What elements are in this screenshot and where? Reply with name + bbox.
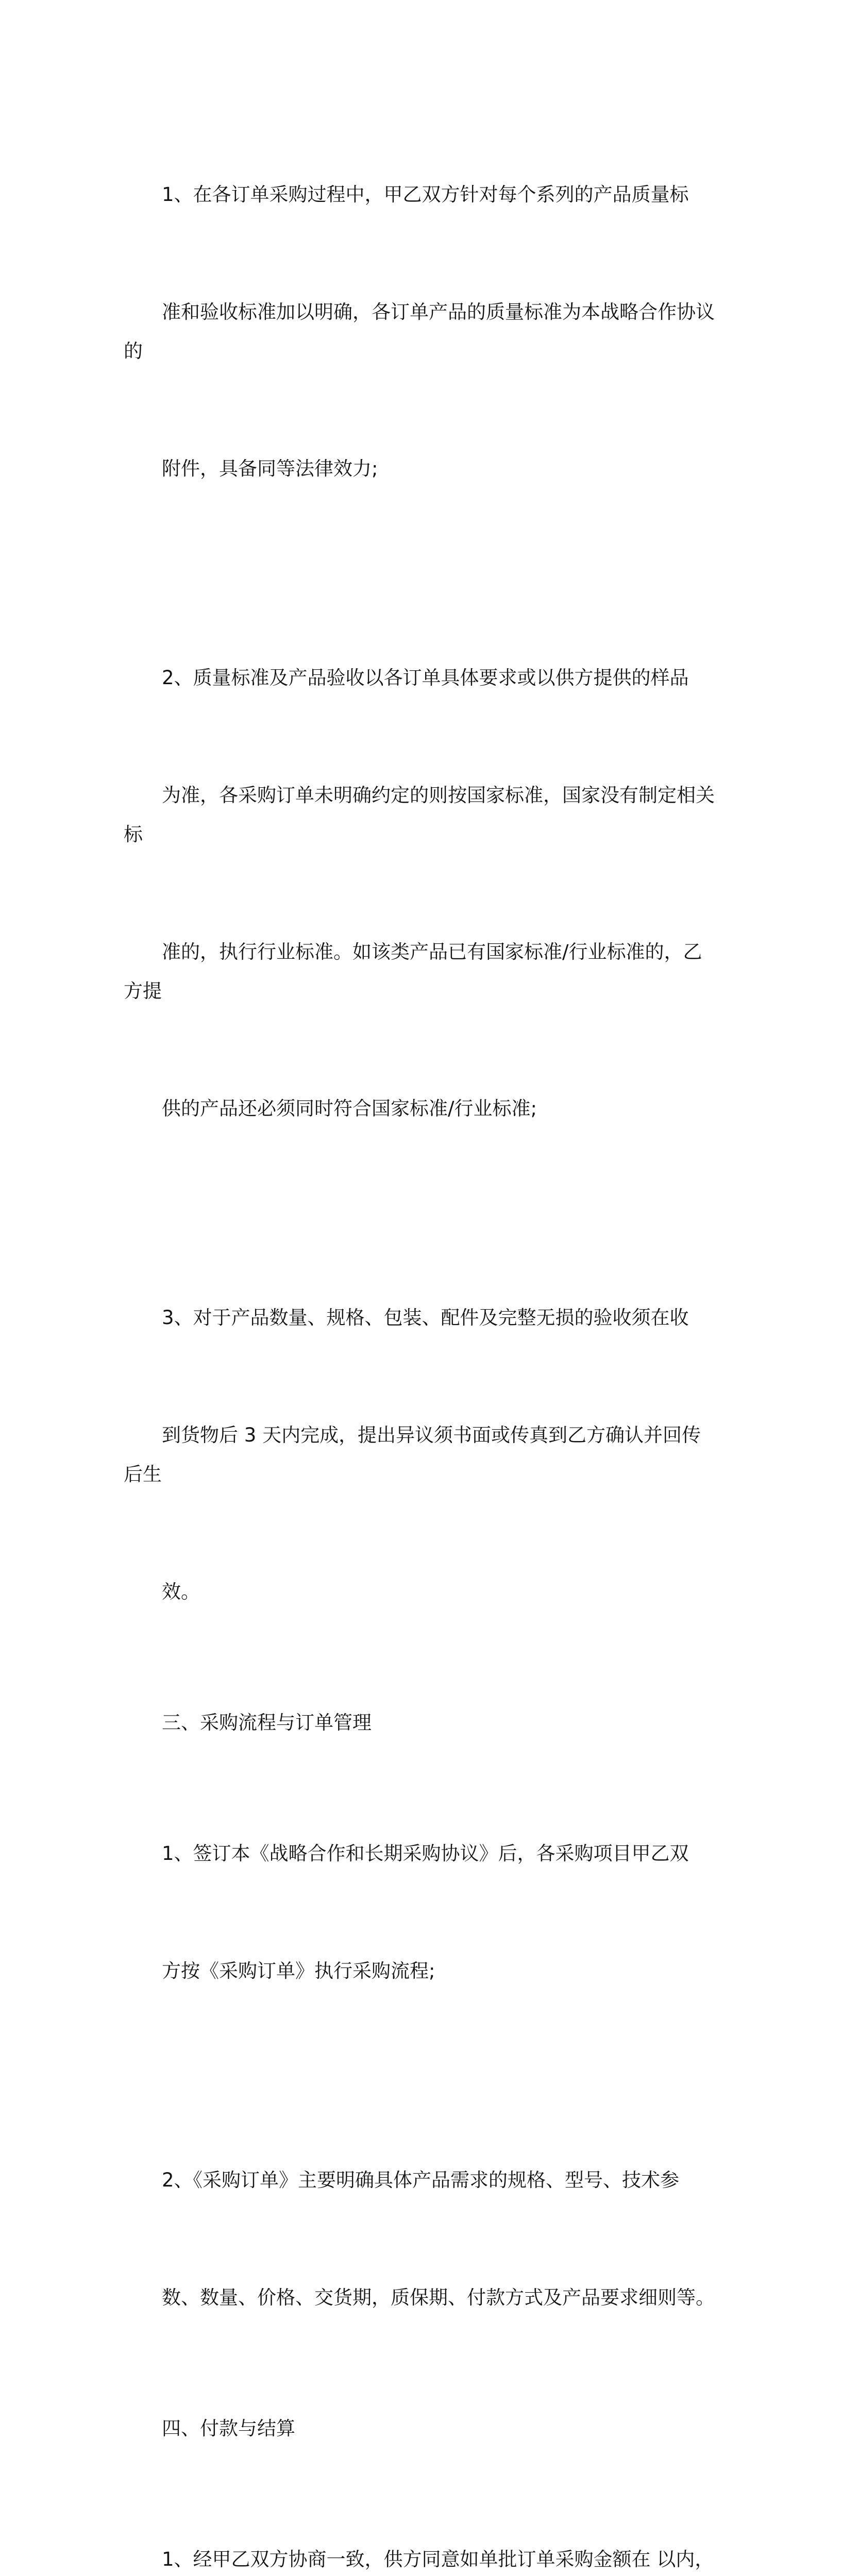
text-line: 方按《采购订单》执行采购流程; [162, 1960, 435, 1982]
text-line: 准和验收标准加以明确，各订单产品的质量标准为本战略合作协议的 [124, 301, 715, 362]
text-line: 供的产品还必须同时符合国家标准/行业标准; [162, 1097, 537, 1120]
text-line: 1、在各订单采购过程中，甲乙双方针对每个系列的产品质量标 [162, 183, 689, 206]
clause-quality-standard-3 [124, 1220, 716, 1690]
clause-quality-standard-1 [124, 97, 716, 567]
text-line: 2、《采购订单》主要明确具体产品需求的规格、型号、技术参 [162, 2169, 680, 2191]
clause-payment-1 [124, 2462, 716, 2576]
text-line: 2、质量标准及产品验收以各订单具体要求或以供方提供的样品 [162, 667, 689, 689]
document-body [124, 97, 716, 2576]
text-line: 1、签订本《战略合作和长期采购协议》后，各采购项目甲乙双 [162, 1842, 689, 1865]
section-title: 四、付款与结算 [162, 2417, 295, 2439]
section-title: 三、采购流程与订单管理 [162, 1711, 372, 1734]
section-heading-payment [124, 2409, 716, 2448]
text-line: 效。 [162, 1581, 200, 1603]
clause-quality-standard-2 [124, 580, 716, 1207]
clause-procurement-1 [124, 1756, 716, 2069]
text-line: 到货物后 3 天内完成，提出异议须书面或传真到乙方确认并回传后生 [124, 1424, 701, 1485]
text-line: 为准，各采购订单未明确约定的则按国家标准，国家没有制定相关标 [124, 784, 715, 845]
section-heading-procurement-process [124, 1703, 716, 1742]
text-line: 3、对于产品数量、规格、包装、配件及完整无损的验收须在收 [162, 1307, 689, 1329]
text-line: 附件，具备同等法律效力; [162, 457, 378, 480]
text-line: 准的，执行行业标准。如该类产品已有国家标准/行业标准的，乙方提 [124, 941, 702, 1002]
text-line: 数、数量、价格、交货期，质保期、付款方式及产品要求细则等。 [162, 2286, 715, 2309]
text-line: 1、经甲乙双方协商一致，供方同意如单批订单采购金额在 以内， [162, 2548, 714, 2570]
clause-procurement-2 [124, 2082, 716, 2396]
